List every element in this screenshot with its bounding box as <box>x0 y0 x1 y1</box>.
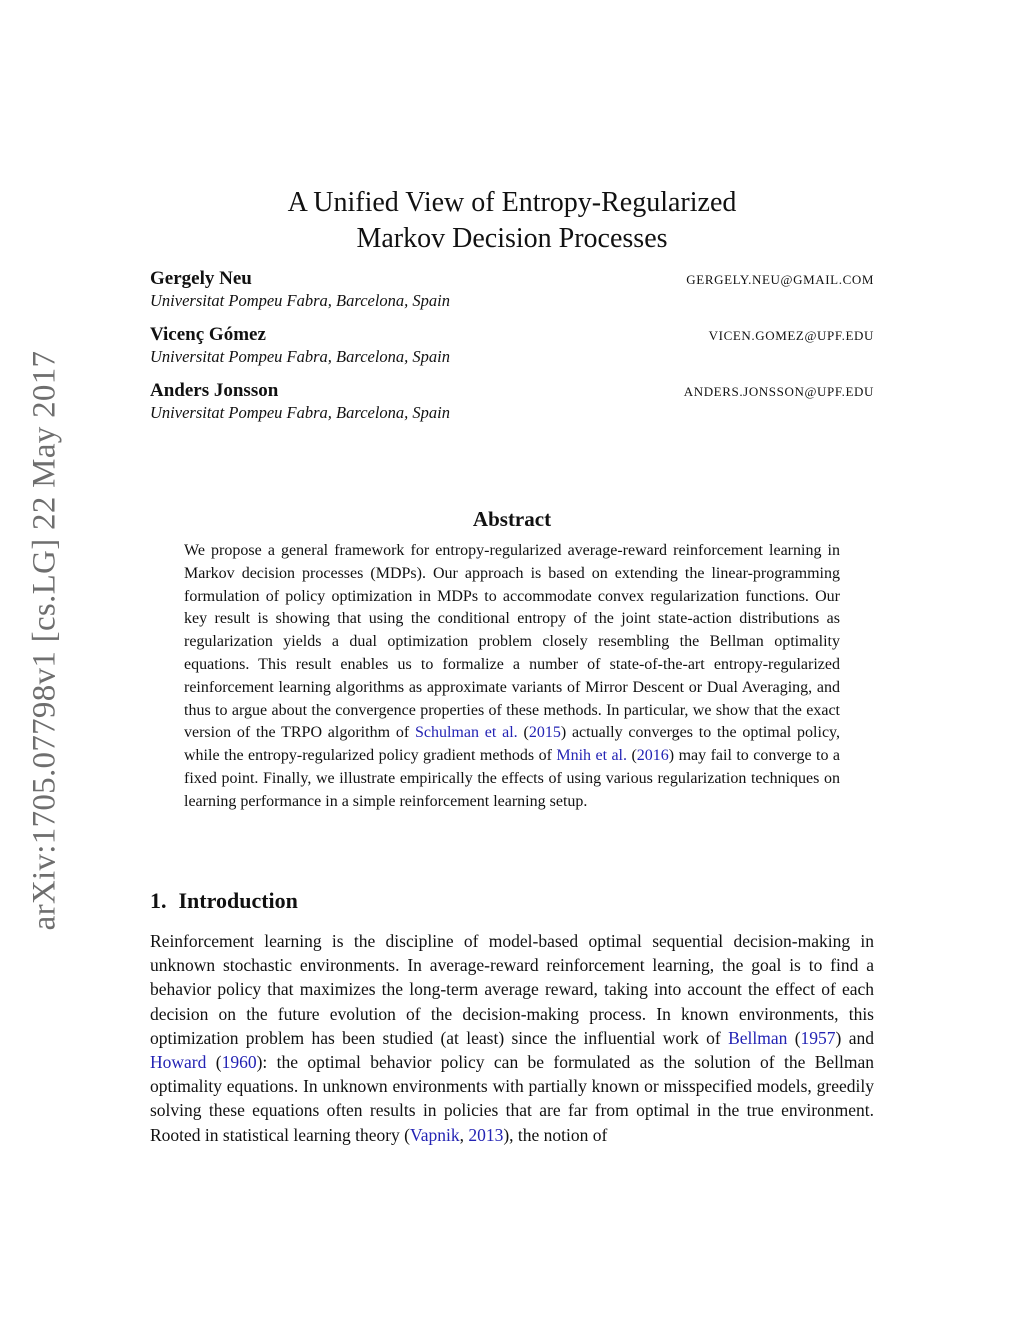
intro-text-part-1: Reinforcement learning is the discipline of model-based optimal sequential decision-making in unknown stochastic environments. In average-reward reinforcement learning, the goal is to find a behavior policy that maximizes the long-term average reward, taking into account the effect of each decision on the future evolution of the decision-making process. In known environments, this optimization problem has been studied (at least) since the influential work of <box>150 931 874 1048</box>
arxiv-sidebar-stamp <box>20 345 70 935</box>
abstract-text <box>184 540 840 814</box>
citation-year-link-bellman[interactable]: 1957 <box>800 1027 836 1048</box>
author-block-3 <box>150 380 874 424</box>
section-number: 1. <box>150 888 167 913</box>
abstract-text-part-1: We propose a general framework for entropy-regularized average-reward reinforcement learning in Markov decision processes (MDPs). Our approach is based on extending the linear-programming formulation of policy optimization in MDPs to accommodate convex regularization functions. Our key result is showing that using the conditional entropy of the joint state-action distributions as regularization yields a dual optimization problem closely resembling the Bellman optimality equations. This result enables us to formalize a number of state-of-the-art entropy-regularized reinforcement learning algorithms as approximate variants of Mirror Descent or Dual Averaging, and thus to argue about the convergence properties of these methods. In particular, we show that the exact version of the TRPO algorithm of <box>184 542 840 742</box>
citation-link-bellman[interactable]: Bellman <box>728 1027 788 1048</box>
intro-text-part-7: ), the notion of <box>503 1124 608 1145</box>
section-heading-introduction <box>150 888 298 914</box>
author-email[interactable]: ANDERS.JONSSON@UPF.EDU <box>683 384 874 399</box>
intro-text-part-5: ): the optimal behavior policy can be formulated as the solution of the Bellman optimality equations. In unknown environments with partially known or misspecified models, greedily solving these equations often results in policies that are far from optimal in the true environment. Rooted in statistical learning theory ( <box>150 1052 875 1145</box>
author-name: Anders Jonsson <box>150 380 279 401</box>
abstract-text-part-5: ) may fail to converge to a fixed point. Finally, we illustrate empirically the effects of using various regularization techniques on learning performance in a simple reinforcement learning setup. <box>184 747 841 810</box>
section-title: Introduction <box>178 888 298 913</box>
abstract-text-part-2: ( <box>517 724 529 742</box>
paper-title <box>0 185 1024 257</box>
paper-title-line-1: A Unified View of Entropy-Regularized <box>287 186 737 218</box>
citation-link-schulman[interactable]: Schulman et al. <box>414 724 518 742</box>
author-affiliation: Universitat Pompeu Fabra, Barcelona, Spain <box>150 291 451 310</box>
author-affiliation: Universitat Pompeu Fabra, Barcelona, Spain <box>150 347 451 366</box>
intro-text-part-3: ) and <box>835 1027 874 1048</box>
author-email[interactable]: GERGELY.NEU@GMAIL.COM <box>686 272 874 287</box>
citation-link-vapnik[interactable]: Vapnik <box>410 1124 460 1145</box>
author-name: Vicenç Gómez <box>150 324 266 345</box>
abstract-text-part-4: ( <box>627 747 637 765</box>
citation-year-link-vapnik[interactable]: 2013 <box>468 1124 504 1145</box>
intro-text-part-4: ( <box>206 1052 222 1073</box>
intro-text-part-2: ( <box>787 1027 801 1048</box>
paper-title-line-2: Markov Decision Processes <box>356 222 668 254</box>
abstract-text-part-3: ) actually converges to the optimal policy, while the entropy-regularized policy gradient methods of <box>184 724 841 765</box>
author-name: Gergely Neu <box>150 268 252 289</box>
arxiv-identifier: arXiv:1705.07798v1 [cs.LG] 22 May 2017 <box>26 350 63 930</box>
author-block-1 <box>150 268 874 312</box>
author-email[interactable]: VICEN.GOMEZ@UPF.EDU <box>708 328 874 343</box>
intro-text-part-6: , <box>459 1124 469 1145</box>
citation-year-link-schulman[interactable]: 2015 <box>528 724 561 742</box>
abstract-heading: Abstract <box>472 507 552 531</box>
citation-year-link-howard[interactable]: 1960 <box>221 1052 257 1073</box>
author-block-2 <box>150 324 874 368</box>
citation-link-howard[interactable]: Howard <box>150 1052 207 1073</box>
citation-year-link-mnih[interactable]: 2016 <box>636 747 669 765</box>
introduction-text <box>150 929 874 1147</box>
citation-link-mnih[interactable]: Mnih et al. <box>556 747 628 765</box>
author-affiliation: Universitat Pompeu Fabra, Barcelona, Spain <box>150 403 451 422</box>
